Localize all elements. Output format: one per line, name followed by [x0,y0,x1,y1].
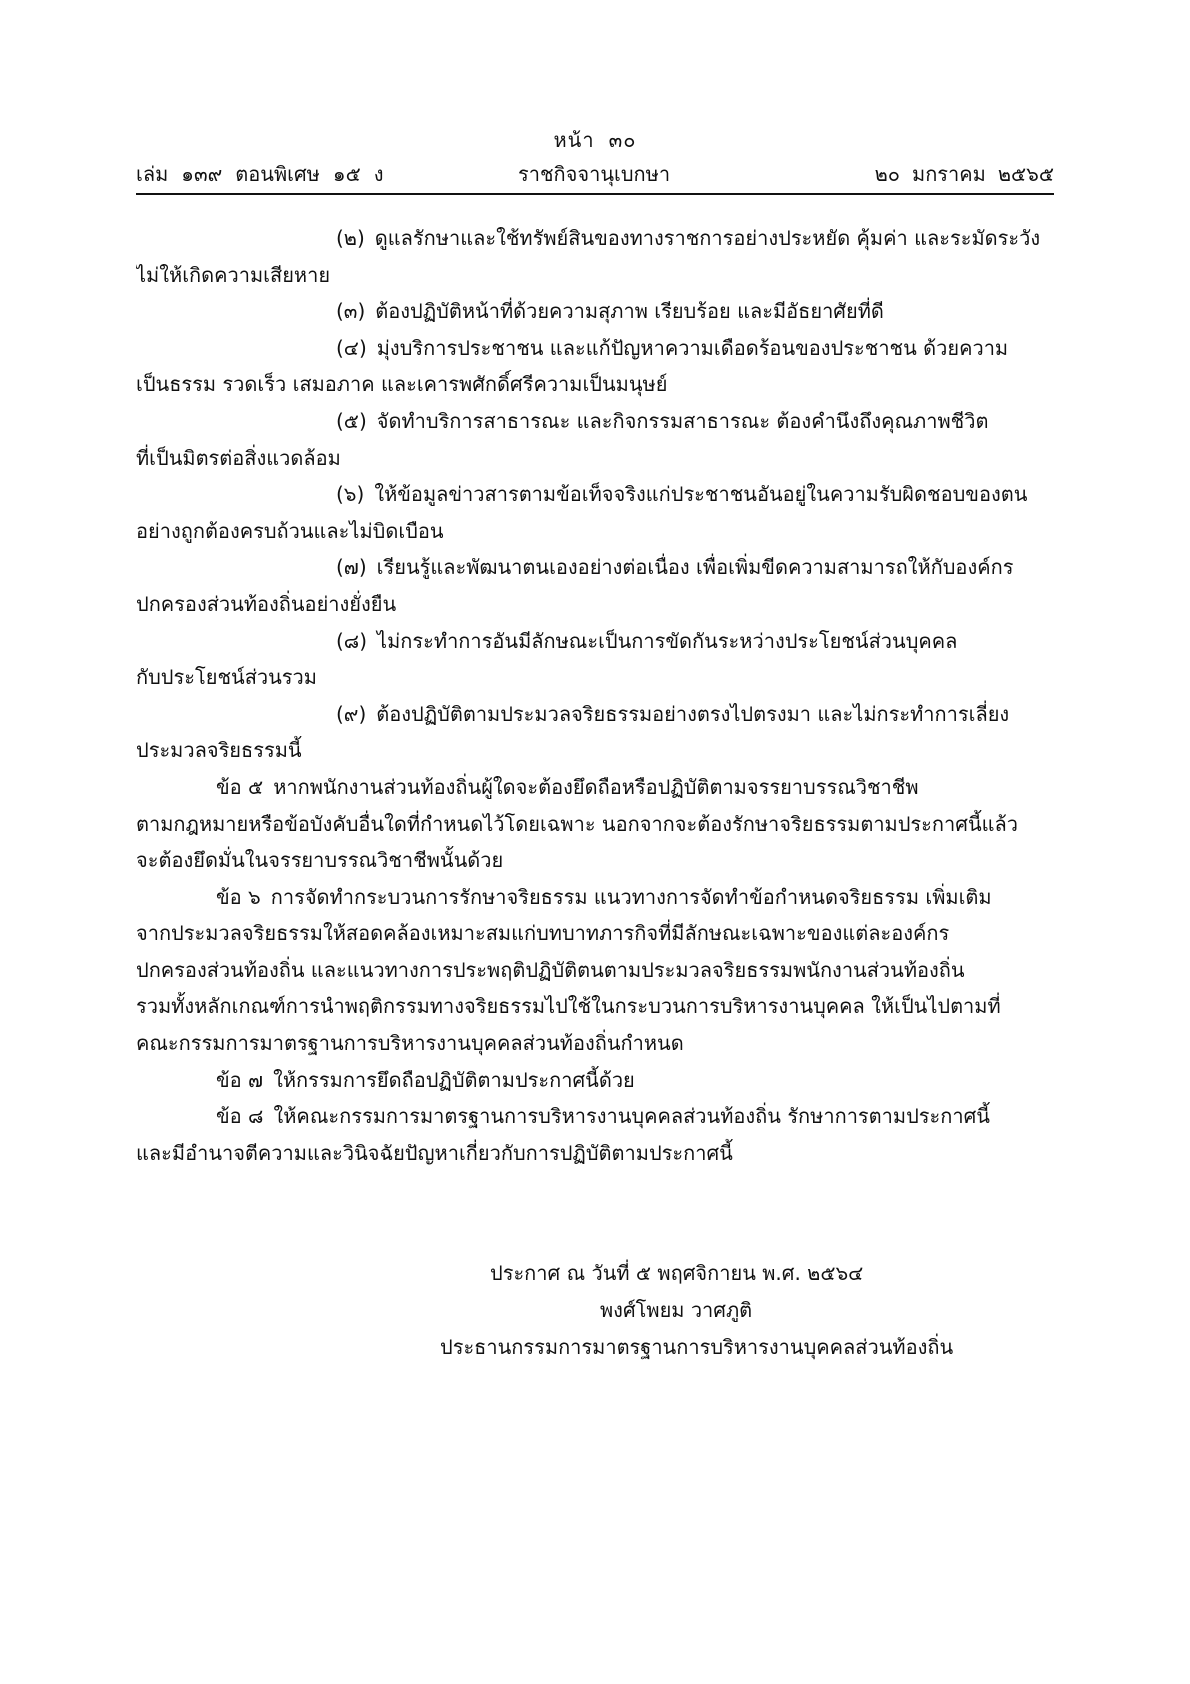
clause-5 [136,769,1054,879]
clause-text-continued: คณะกรรมการมาตรฐานการบริหารงานบุคคลส่วนท้องถิ่นกำหนด [136,1031,684,1056]
item-number: (๗) [336,555,367,580]
signer-title: ประธานกรรมการมาตรฐานการบริหารงานบุคคลส่วนท้องถิ่น [440,1335,954,1359]
clause-text-continued: ตามกฎหมายหรือข้อบังคับอื่นใดที่กำหนดไว้โดยเฉพาะ นอกจากจะต้องรักษาจริยธรรมตามประกาศนี้แล้ว [136,811,1018,836]
gazette-title: ราชกิจจานุเบกษา [518,162,671,186]
item-text: ดูแลรักษาและใช้ทรัพย์สินของทางราชการอย่างประหยัด คุ้มค่า และระมัดระวัง [374,226,1041,250]
item-text-continued: กับประโยชน์ส่วนรวม [136,665,317,690]
clause-7 [136,1062,1054,1099]
list-item [136,293,1054,330]
item-number: (๙) [336,701,367,726]
issue-number: ๑๕ [332,162,361,186]
item-text: ต้องปฏิบัติตามประมวลจริยธรรมอย่างตรงไปตรงมา และไม่กระทำการเลี่ยง [376,701,1010,726]
item-number: (๓) [336,299,366,324]
issue-date [863,158,1054,190]
clause-label: ข้อ ๘ [216,1104,264,1129]
page-label: หน้า [553,128,595,152]
clause-text: ให้กรรมการยึดถือปฏิบัติตามประกาศนี้ด้วย [273,1067,635,1092]
clause-label: ข้อ ๗ [216,1067,264,1092]
item-text-continued: อย่างถูกต้องครบถ้วนและไม่บิดเบือน [136,518,444,543]
list-item [136,696,1054,769]
item-text: ให้ข้อมูลข่าวสารตามข้อเท็จจริงแก่ประชาชนอันอยู่ในความรับผิดชอบของตน [374,482,1028,507]
item-text-continued: ที่เป็นมิตรต่อสิ่งแวดล้อม [136,445,341,470]
volume-number: ๑๓๙ [181,162,223,186]
date-day: ๒๐ [874,162,901,186]
item-number: (๔) [336,335,367,360]
list-item [136,220,1054,293]
date-year: ๒๕๖๕ [997,162,1054,186]
running-header [136,158,1054,188]
issue-label: ตอนพิเศษ [235,162,320,186]
clause-label: ข้อ ๖ [216,884,261,909]
clause-text-continued: จะต้องยึดมั่นในจรรยาบรรณวิชาชีพนั้นด้วย [136,848,504,873]
clause-text-continued: และมีอำนาจตีความและวินิจฉัยปัญหาเกี่ยวกับการปฏิบัติตามประกาศนี้ [136,1140,733,1165]
item-number: (๒) [336,226,365,250]
item-text: เรียนรู้และพัฒนาตนเองอย่างต่อเนื่อง เพื่อเพิ่มขีดความสามารถให้กับองค์กร [376,555,1014,580]
clause-text: การจัดทำกระบวนการรักษาจริยธรรม แนวทางการจัดทำข้อกำหนดจริยธรรม เพิ่มเติม [270,884,992,909]
item-text-continued: ประมวลจริยธรรมนี้ [136,738,302,763]
list-item [136,330,1054,403]
item-number: (๖) [336,482,365,507]
list-item [136,403,1054,476]
signer-name: พงศ์โพยม วาศภูติ [600,1298,753,1322]
issue-letter: ง [373,162,384,186]
item-text: มุ่งบริการประชาชน และแก้ปัญหาความเดือดร้อนของประชาชน ด้วยความ [376,335,1009,360]
clause-text: หากพนักงานส่วนท้องถิ่นผู้ใดจะต้องยึดถือหรือปฏิบัติตามจรรยาบรรณวิชาชีพ [273,774,919,799]
announce-date: ประกาศ ณ วันที่ ๕ พฤศจิกายน พ.ศ. ๒๕๖๔ [490,1261,864,1285]
list-item [136,476,1054,549]
item-text: ต้องปฏิบัติหน้าที่ด้วยความสุภาพ เรียบร้อย และมีอัธยาศัยที่ดี [375,299,884,324]
date-month: มกราคม [912,162,986,186]
item-text-continued: ไม่ให้เกิดความเสียหาย [136,262,331,287]
clause-label: ข้อ ๕ [216,774,264,799]
page-number: ๓๐ [608,128,637,152]
document-body [136,220,1054,1171]
clause-text: ให้คณะกรรมการมาตรฐานการบริหารงานบุคคลส่วนท้องถิ่น รักษาการตามประกาศนี้ [273,1104,990,1129]
item-number: (๘) [336,628,368,653]
list-item [136,623,1054,696]
clause-text-continued: ปกครองส่วนท้องถิ่น และแนวทางการประพฤติปฏิบัติตนตามประมวลจริยธรรมพนักงานส่วนท้องถิ่น [136,957,965,982]
page-number-header [0,124,1190,156]
clause-6 [136,879,1054,1062]
item-number: (๕) [336,408,367,433]
volume-info [136,158,396,190]
item-text: ไม่กระทำการอันมีลักษณะเป็นการขัดกันระหว่างประโยชน์ส่วนบุคคล [377,628,958,653]
clause-8 [136,1098,1054,1171]
item-text-continued: เป็นธรรม รวดเร็ว เสมอภาค และเคารพศักดิ์ศรีความเป็นมนุษย์ [136,372,668,397]
list-item [136,549,1054,622]
header-divider [136,193,1054,195]
item-text: จัดทำบริการสาธารณะ และกิจกรรมสาธารณะ ต้องคำนึงถึงคุณภาพชีวิต [376,408,989,433]
clause-text-continued: จากประมวลจริยธรรมให้สอดคล้องเหมาะสมแก่บทบาทภารกิจที่มีลักษณะเฉพาะของแต่ละองค์กร [136,921,950,946]
item-text-continued: ปกครองส่วนท้องถิ่นอย่างยั่งยืน [136,591,397,616]
volume-label: เล่ม [136,162,169,186]
clause-text-continued: รวมทั้งหลักเกณฑ์การนำพฤติกรรมทางจริยธรรมไปใช้ในกระบวนการบริหารงานบุคคล ให้เป็นไปตามที่ [136,994,1001,1019]
